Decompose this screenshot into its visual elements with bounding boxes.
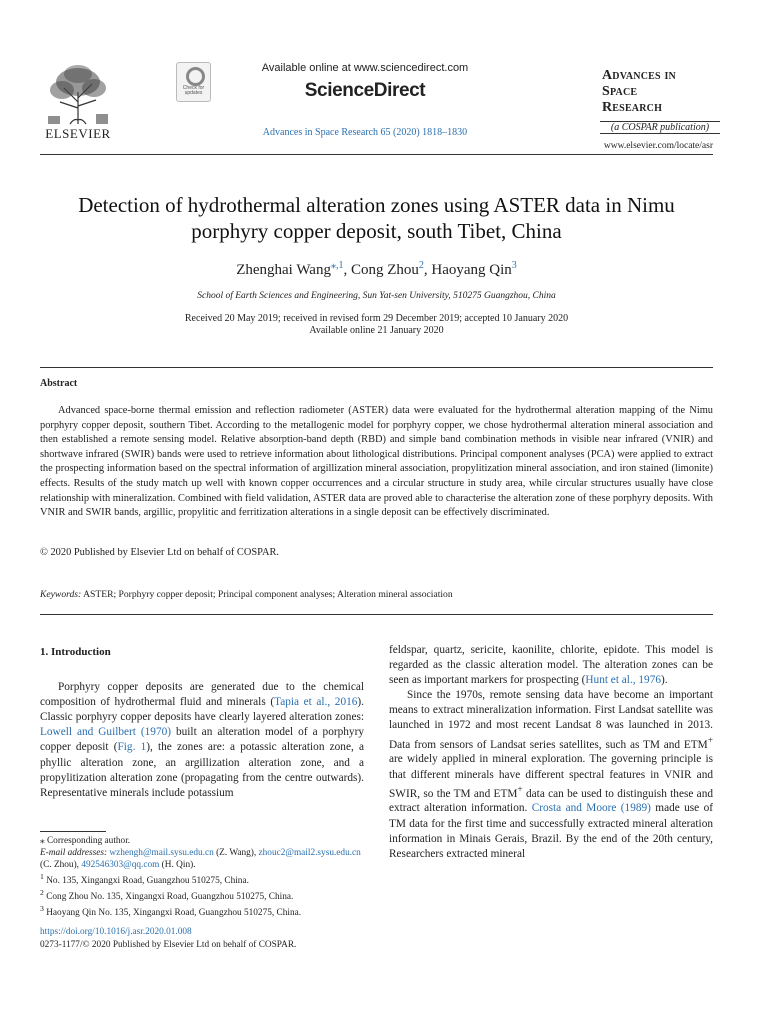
author-affiliation-marker[interactable]: ⁎,1: [330, 260, 344, 271]
author-affiliation-marker[interactable]: 2: [418, 260, 424, 271]
available-online-date: Available online 21 January 2020: [309, 325, 444, 336]
intro-paragraph-2: Since the 1970s, remote sensing data have become an important means to extract mineralization information. First Landsat satellite was launched in 1972 and most recent Landsat 8 was launched in 2013. Data from sensors of Landsat series satellites, such as TM and ETM+ are widely applied in mineral exploration. The governing principle is that different minerals have different spectral features in VNIR and SWIR, so the TM and ETM+ data can be used to distinguish these and extract alteration information. Crosta and Moore (1989) made use of TM data for the first time and successfully extracted mineral alteration information in Minais Gerais, Brazil. By the end of the 20th century, Researchers extracted mineral: [389, 689, 713, 860]
abstract-copyright: © 2020 Published by Elsevier Ltd on behalf of COSPAR.: [40, 547, 279, 558]
journal-subtitle: (a COSPAR publication): [600, 121, 720, 134]
available-online-text: Available online at www.sciencedirect.com: [261, 62, 469, 74]
email-addresses: E-mail addresses: wzhengh@mail.sysu.edu.cn (Z. Wang), zhouc2@mail2.sysu.edu.cn (C. Zhou), 492546303@qq.com (H. Qin).: [40, 848, 361, 870]
journal-title-line2: Space: [602, 84, 638, 99]
keywords-text: ASTER; Porphyry copper deposit; Principal component analyses; Alteration mineral association: [83, 589, 453, 600]
journal-title-line1: Advances in: [602, 68, 676, 83]
email-link[interactable]: wzhengh@mail.sysu.edu.cn: [109, 848, 214, 858]
article-dates: [40, 313, 713, 337]
paper-title: Detection of hydrothermal alteration zones using ASTER data in Nimu porphyry copper deposit, south Tibet, China: [78, 193, 675, 243]
author-name: Cong Zhou: [350, 262, 419, 278]
footnote-divider: [40, 831, 106, 832]
journal-citation-link[interactable]: Advances in Space Research 65 (2020) 1818–1830: [262, 127, 468, 138]
refresh-icon: [186, 67, 205, 86]
abstract-text: Advanced space-borne thermal emission and reflection radiometer (ASTER) data were evaluated for the hydrothermal alteration mapping of the Nimu porphyry copper deposit, southern Tibet. According to the metallogenic model for porphyry copper, we chose hydrothermal alteration mineral association and then established a remote sensing model. Relative absorption-band depth (RBD) and simple band combination methods in visible near infrared (VNIR) and shortwave infrared (SWIR) bands were used to retrieve information about lithological distributions. Principal component analyses (PCA) were applied to extract the prospecting information based on the spectral information of argillization mineral association, propylitization mineral association, and iron stained (limonite) effects. Results of the study match up well with known copper occurrences and a circular structure in study area, while circular structures usually have close relationship with mineralization. Combined with field validation, ASTER data are proved able to characterise the alteration zone of these porphyry deposits. With VNIR and SWIR bands, argillic, propylitic and ferritization alterations in a single deposit can be effectively discriminated.: [40, 405, 713, 519]
issn-copyright: 0273-1177/© 2020 Published by Elsevier Ltd on behalf of COSPAR.: [40, 940, 297, 950]
footnote-3: $^3$ Haoyang Qin No. 135, Xingangxi Road, Guangzhou 510275, China.: [40, 904, 302, 919]
abstract-heading: Abstract: [40, 378, 78, 389]
citation-link[interactable]: Hunt et al., 1976: [585, 674, 662, 687]
journal-title-line3: Research: [602, 100, 663, 115]
abstract-divider-top: [40, 367, 713, 368]
abstract-body: [40, 404, 713, 521]
keywords-label: Keywords:: [40, 589, 82, 600]
check-for-updates-badge[interactable]: [176, 62, 211, 102]
journal-title: [602, 68, 722, 116]
author-name: Zhenghai Wang: [236, 262, 331, 278]
author-name: Haoyang Qin: [431, 262, 512, 278]
section-heading-introduction: 1. Introduction: [40, 646, 111, 658]
received-dates: Received 20 May 2019; received in revised form 29 December 2019; accepted 10 January 2020: [184, 313, 569, 324]
footnote-2: $^2$ Cong Zhou No. 135, Xingangxi Road, Guangzhou 510275, China.: [40, 888, 294, 903]
check-updates-label: Check for updates: [182, 85, 205, 96]
email-link[interactable]: 492546303@qq.com: [81, 860, 160, 870]
body-column-left: [40, 645, 364, 801]
intro-paragraph-1-continued: feldspar, quartz, sericite, kaonilite, chlorite, epidote. This model is regarded as the classic alteration model. The alteration zones can be seen as important markers for prospecting (Hunt et al., 1976).: [389, 644, 713, 687]
affiliation: School of Earth Sciences and Engineering, Sun Yat-sen University, 510275 Guangzhou, China: [197, 291, 556, 301]
author-list: [40, 260, 713, 279]
author-separator: ,: [423, 262, 432, 278]
abstract-divider-bottom: [40, 614, 713, 615]
email-link[interactable]: zhouc2@mail2.sysu.edu.cn: [258, 848, 361, 858]
author-affiliation-marker[interactable]: 3: [511, 260, 517, 271]
citation-link[interactable]: Lowell and Guilbert (1970): [40, 726, 172, 739]
journal-url[interactable]: www.elsevier.com/locate/asr: [603, 141, 713, 151]
citation-link[interactable]: Crosta and Moore (1989): [531, 802, 651, 815]
publisher-name: ELSEVIER: [45, 126, 111, 141]
corresponding-author-note: ⁎ Corresponding author.: [40, 836, 131, 846]
footnote-1: $^1$ No. 135, Xingangxi Road, Guangzhou 510275, China.: [40, 872, 249, 887]
figure-link[interactable]: Fig. 1: [117, 741, 147, 754]
footnotes: [40, 835, 364, 919]
sciencedirect-title: ScienceDirect: [304, 80, 426, 101]
body-column-right: [389, 643, 713, 862]
author-separator: ,: [343, 262, 351, 278]
keywords: [40, 589, 713, 600]
doi-link[interactable]: https://doi.org/10.1016/j.asr.2020.01.008: [40, 927, 192, 937]
intro-paragraph-1: Porphyry copper deposits are generated due to the chemical composition of hydrothermal fluid and minerals (Tapia et al., 2016). Classic porphyry copper deposits have clearly layered alteration zones: Lowell and Guilbert (1970) built an alteration model of a porphyry copper deposit (Fig. 1), the zones are: a potassic alteration zone, a phyllic alteration zone, an argillization alteration zone, and a propylitization alteration zone (propagating from the centre outwards). Representative minerals include potassium: [40, 681, 364, 799]
citation-link[interactable]: Tapia et al., 2016: [274, 696, 358, 709]
header-divider: [40, 154, 713, 155]
